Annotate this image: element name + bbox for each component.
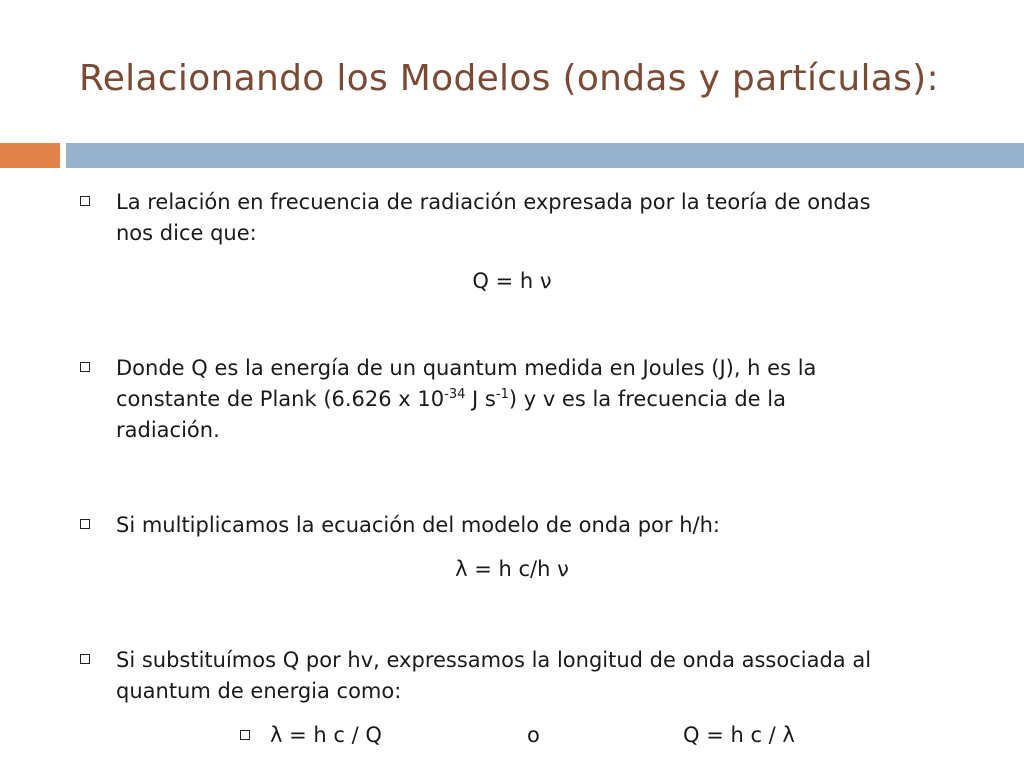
exponent: -1 — [495, 387, 509, 402]
bullet-item-text — [116, 187, 871, 249]
equation-connector-o: o — [527, 723, 540, 747]
slide-title: Relacionando los Modelos (ondas y partículas): — [79, 58, 939, 99]
square-bullet-icon — [80, 519, 90, 529]
text-line: La relación en frecuencia de radiación expresada por la teoría de ondas — [116, 190, 871, 214]
text-line: Si multiplicamos la ecuación del modelo de onda por h/h: — [116, 513, 720, 537]
exponent: -34 — [444, 387, 466, 402]
equation-row-final — [0, 720, 1024, 751]
accent-bar-blue — [66, 143, 1024, 168]
equation-lambda-hc-q: λ = h c / Q — [270, 723, 382, 747]
square-bullet-icon — [80, 362, 90, 372]
text-line: Si substituímos Q por hv, expressamos la longitud de onda associada al — [116, 648, 872, 672]
equation-q-hc-lambda: Q = h c / λ — [683, 723, 795, 747]
accent-bar-orange — [0, 143, 60, 168]
square-bullet-icon — [80, 654, 90, 664]
bullet-item-text — [116, 510, 720, 541]
equation-q-h-nu: Q = h ν — [472, 269, 552, 293]
equation-lambda: λ = h c/h ν — [455, 557, 569, 581]
text-segment: ) y v es la frecuencia de la — [508, 387, 786, 411]
text-line — [116, 384, 816, 415]
bullet-item-text — [116, 353, 816, 446]
bullet-item-text — [116, 645, 871, 707]
text-segment: constante de Plank (6.626 x 10 — [116, 387, 445, 411]
text-line: quantum de energia como: — [116, 679, 402, 703]
text-line: Donde Q es la energía de un quantum medida en Joules (J), h es la — [116, 356, 817, 380]
square-bullet-icon — [80, 196, 90, 206]
text-line: radiación. — [116, 418, 220, 442]
square-bullet-icon — [240, 730, 250, 740]
text-segment: J s — [465, 387, 496, 411]
text-line: nos dice que: — [116, 221, 257, 245]
